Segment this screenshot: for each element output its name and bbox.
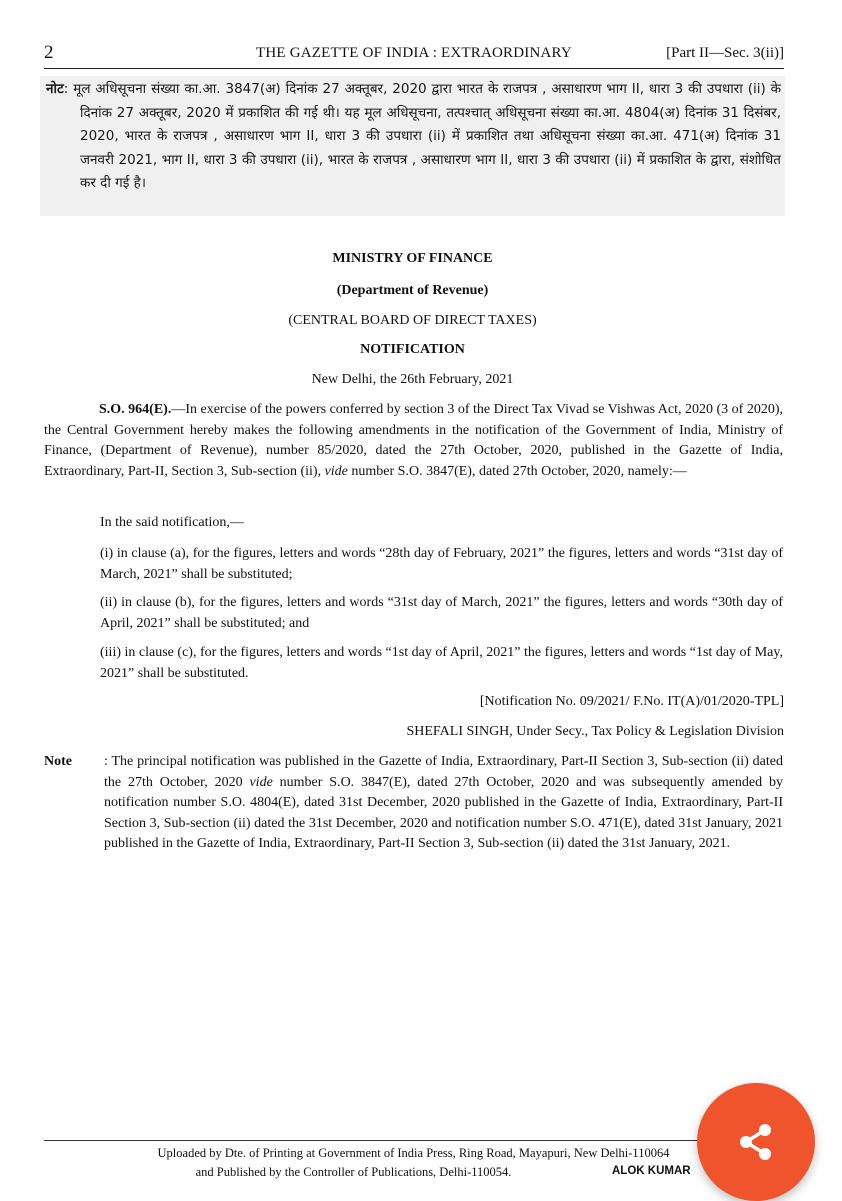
note-text-part-1: : The principal notification was published in the Gazette of India, Extraordinary, Part-II Section 3, Sub-section (ii) dated the 27th October, 2020 [104,754,783,790]
clause-item: (ii) in clause (b), for the figures, letters and words “31st day of March, 2021” the figures, letters and words “30th day of April, 2021” shall be substituted; and [100,595,783,631]
so-number: S.O. 964(E). [99,402,172,417]
header-divider [44,68,784,69]
notification-heading: NOTIFICATION [360,342,465,357]
hindi-note-text: : मूल अधिसूचना संख्या का.आ. 3847(अ) दिनांक 27 अक्तूबर, 2020 द्वारा भारत के राजपत्र , असाधारण भाग II, धारा 3 की उपधारा (ii) के दिनांक 27 अक्तूबर, 2020 में प्रकाशित की गई थी। यह मूल अधिसूचना, तत्पश्चात् अधिसूचना संख्या का.आ. 4804(अ) दिनांक 31 दिसंबर, 2020, भारत के राजपत्र , असाधारण भाग II, धारा 3 की उपधारा (ii) में प्रकाशित तथा अधिसूचना संख्या का.आ. 471(अ) दिनांक 31 जनवरी 2021, भाग II, धारा 3 की उपधारा (ii), भारत के राजपत्र , असाधारण भाग II, धारा 3 की उपधारा (ii) में प्रकाशित के द्वारा, संशोधित कर दी गई है। [63,81,781,191]
hindi-note-box [40,76,785,216]
clause-item: (iii) in clause (c), for the figures, letters and words “1st day of April, 2021” the figures, letters and words “1st day of May, 2021” shall be substituted. [100,645,783,681]
share-icon [735,1121,777,1163]
main-vide: vide [324,463,348,479]
notification-reference: [Notification No. 09/2021/ F.No. IT(A)/01/2020-TPL] [479,694,784,709]
share-button[interactable] [697,1083,815,1201]
note-label: Note [44,754,72,769]
digital-signer: ALOK KUMAR [612,1165,691,1177]
page-number: 2 [44,42,54,63]
note-vide: vide [249,774,273,790]
note-text-part-2: number S.O. 3847(E), dated 27th October, 2020 and was subsequently amended by notification number S.O. 4804(E), dated 31st December, 2020 published in the Gazette of India, Extraordinary, Part-II Section 3, Sub-section (ii) dated the 31st December, 2020 and notification number S.O. 471(E), dated 31st January, 2021 published in the Gazette of India, Extraordinary, Part-II Section 3, Sub-section (ii) dated the 31st January, 2021. [104,774,783,851]
board-heading: (CENTRAL BOARD OF DIRECT TAXES) [288,313,537,328]
footer-line-1: Uploaded by Dte. of Printing at Government of India Press, Ring Road, Mayapuri, New Delhi-110064 [157,1146,670,1160]
main-text-part-2: number S.O. 3847(E), dated 27th October, 2020, namely:— [347,463,687,479]
ministry-heading: MINISTRY OF FINANCE [332,251,493,266]
main-paragraph [44,400,783,482]
english-note [44,752,783,855]
said-notification-line: In the said notification,— [100,515,244,530]
department-heading: (Department of Revenue) [336,283,489,298]
footer-divider [44,1140,784,1141]
hindi-note-label: नोट [46,81,64,97]
main-text-part-1: —In exercise of the powers conferred by section 3 of the Direct Tax Vivad se Vishwas Act, 2020 (3 of 2020), the Central Government hereby makes the following amendments in the notification of the Government of India, Ministry of Finance, (Department of Revenue), number 85/2020, dated the 27th October, 2020, published in the Gazette of India, Extraordinary, Part-II, Section 3, Sub-section (ii), [44,402,783,479]
gazette-part: [Part II—Sec. 3(ii)] [666,45,784,61]
footer-line-2-text: and Published by the Controller of Publications, Delhi-110054. [195,1165,512,1179]
signatory: SHEFALI SINGH, Under Secy., Tax Policy & Legislation Division [406,724,784,739]
gazette-title: THE GAZETTE OF INDIA : EXTRAORDINARY [256,45,572,61]
clause-item: (i) in clause (a), for the figures, letters and words “28th day of February, 2021” the figures, letters and words “31st day of March, 2021” shall be substituted; [100,546,783,582]
gazette-header [44,40,784,66]
place-date: New Delhi, the 26th February, 2021 [311,372,514,387]
